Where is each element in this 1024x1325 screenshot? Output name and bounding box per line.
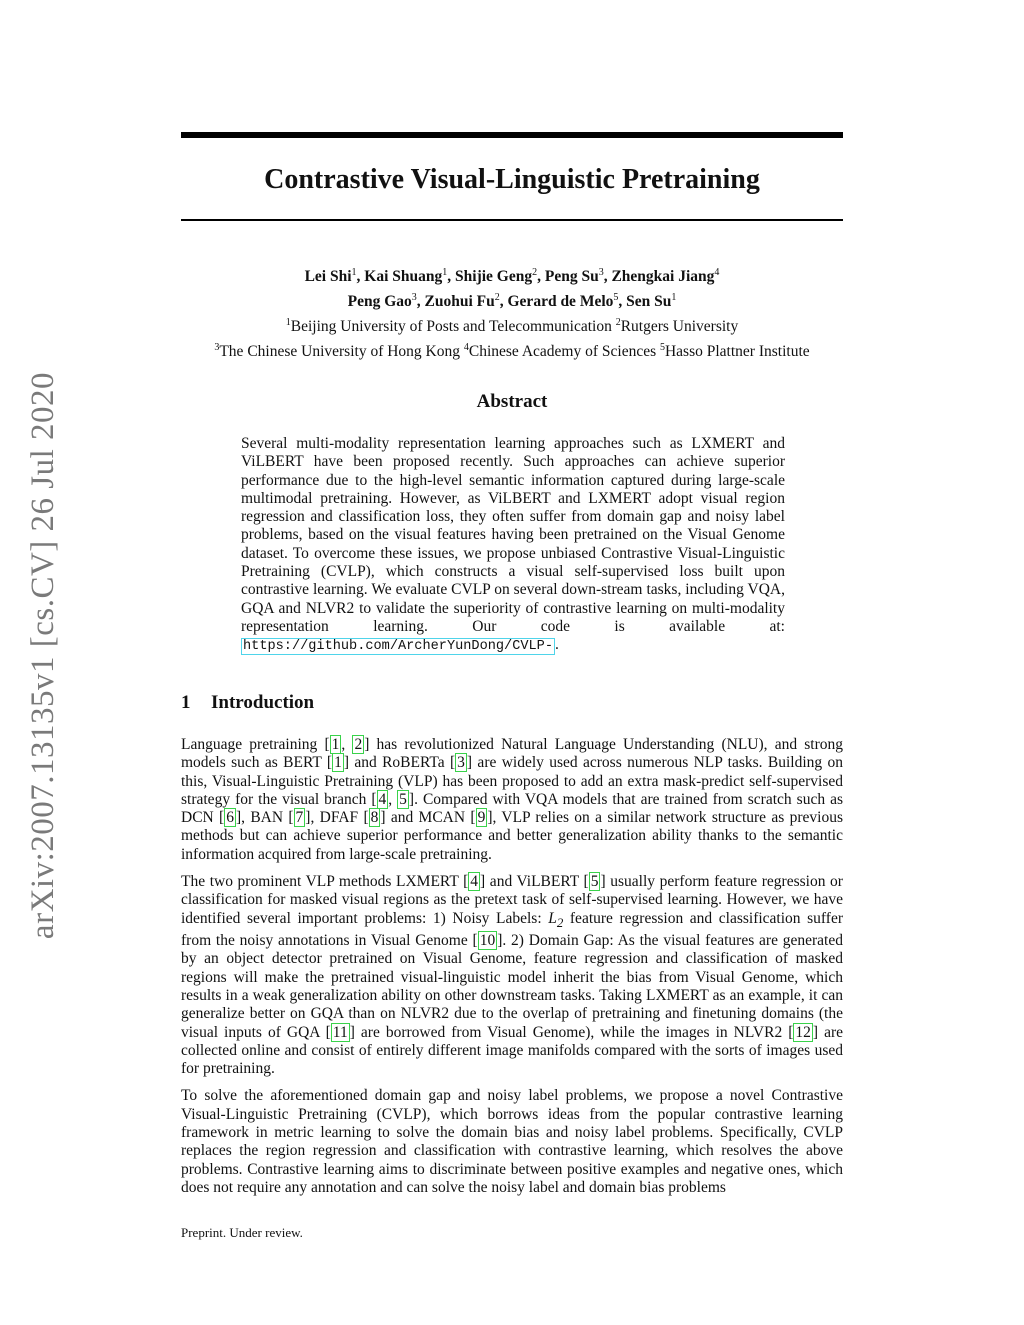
citation-link[interactable]: 5 xyxy=(399,790,407,808)
citation-link[interactable]: 1 xyxy=(331,736,340,753)
abstract-text: Several multi-modality representation learning approaches such as LXMERT and ViLBERT have been proposed recently. Such approaches can achieve superior performance due to the high-level semantic information captured during large-scale multimodal pretraining. However, as ViLBERT and LXMERT adopt visual region regression and classification loss, they often suffer from domain gap and noisy label problems, based on the visual features having been pretrained on the Visual Genome dataset. To overcome these issues, we propose unbiased Contrastive Visual-Linguistic Pretraining (CVLP), which constructs a visual self-supervised loss built upon contrastive learning. We evaluate CVLP on several down-stream tasks, including VQA, GQA and NLVR2 to validate the superiority of contrastive learning on multi-modality representation learning. Our code is available at: https://github.com/ArcherYunDong/CVLP- . xyxy=(241,435,785,655)
citation-link[interactable]: 4 xyxy=(470,873,479,891)
body-text xyxy=(181,736,843,1206)
citation-link[interactable]: 11 xyxy=(332,1023,348,1041)
paragraph-1: Language pretraining [ 1 , 2 ] has revolutionized Natural Language Understanding (NLU), and strong models such as BERT [ 1 ] and RoBERTa [ 3 ] are widely used across numerous NLP tasks. Building on this, Visual-Linguistic Pretraining (VLP) has been proposed to add an extra mask-predict self-supervised strategy for the visual branch [ 4 , 5 ]. Compared with VQA models that are trained from scratch such as DCN [ 6 ], BAN [ 7 ], DFAF [ 8 ] and MCAN [ 9 ], VLP relies on a similar network structure as previous methods but can achieve superior performance and better generalization ability thanks to the semantic information acquired from large-scale pretraining. xyxy=(181,736,843,863)
affiliation-line-1: $^1$Beijing University of Posts and Telecommunication $^2$Rutgers University xyxy=(285,317,739,336)
arxiv-id-text: arXiv:2007.13135v1 [cs.CV] 26 Jul 2020 xyxy=(25,371,62,940)
author-line-2: Peng Gao$^3$, Zuohui Fu$^2$, Gerard de Melo$^5$, Sen Su$^1$ xyxy=(347,292,677,311)
citation-link[interactable]: 1 xyxy=(334,754,342,772)
citation-link[interactable]: 7 xyxy=(295,809,304,827)
title-top-rule xyxy=(181,132,843,138)
author-block xyxy=(160,262,864,363)
paragraph-2: The two prominent VLP methods LXMERT [ 4 ] and ViLBERT [ 5 ] usually perform feature regression or classification for masked visual regions as the pretext task of self-supervised learning. However, we have identified several important problems: 1) Noisy Labels: $L_2$ feature regression and classification suffer from the noisy annotations in Visual Genome [ 10 ]. 2) Domain Gap: As the visual features are generated by an object detector pretrained on Visual Genome, feature regression and classification of masked regions will make the pretrained visual-linguistic model inherit the bias from Visual Genome, which results in a weak generalization ability on other downstream tasks. Taking LXMERT as an example, it can generalize better on GQA than on NLVR2 due to the overlap of pretraining and finetuning domains (the visual inputs of GQA [ 11 ] are borrowed from Visual Genome), while the images in NLVR2 [ 12 ] are collected online and consist of entirely different image manifolds compared with the sorts of images used for pretraining. xyxy=(181,873,843,1078)
citation-link[interactable]: 6 xyxy=(226,809,234,827)
author-line-1: Lei Shi$^1$, Kai Shuang$^1$, Shijie Geng$^2$, Peng Su$^3$, Zhengkai Jiang$^4$ xyxy=(304,267,720,286)
affiliation-line-2: $^3$The Chinese University of Hong Kong $^4$Chinese Academy of Sciences $^5$Hasso Plattner Institute xyxy=(214,342,810,361)
math-l2: $L_2$ xyxy=(548,909,564,930)
citation-link[interactable]: 4 xyxy=(378,790,387,808)
arxiv-identifier xyxy=(24,368,64,943)
code-link[interactable]: https://github.com/ArcherYunDong/CVLP- xyxy=(243,639,553,655)
citation-link[interactable]: 9 xyxy=(477,809,486,827)
paragraph-3: To solve the aforementioned domain gap and noisy label problems, we propose a novel Contrastive Visual-Linguistic Pretraining (CVLP), which borrows ideas from the popular contrastive learning framework in metric learning to solve the domain bias and noisy label problems. Specifically, CVLP replaces the region regression and classification with contrastive learning, which resolves the above problems. Contrastive learning aims to discriminate between positive examples and negative ones, which does not require any annotation and can solve the noisy label and domain bias problems xyxy=(181,1087,843,1196)
section-heading: 1 Introduction xyxy=(181,692,315,713)
paper-title: Contrastive Visual-Linguistic Pretraining xyxy=(264,164,760,195)
citation-link[interactable]: 3 xyxy=(457,754,465,772)
citation-link[interactable]: 8 xyxy=(370,809,379,827)
citation-link[interactable]: 5 xyxy=(590,873,599,891)
title-bottom-rule xyxy=(181,219,843,221)
footer-note: Preprint. Under review. xyxy=(181,1225,303,1240)
citation-link[interactable]: 2 xyxy=(354,736,363,753)
abstract-heading: Abstract xyxy=(476,391,548,412)
citation-link[interactable]: 10 xyxy=(479,932,496,950)
citation-link[interactable]: 12 xyxy=(795,1023,811,1041)
